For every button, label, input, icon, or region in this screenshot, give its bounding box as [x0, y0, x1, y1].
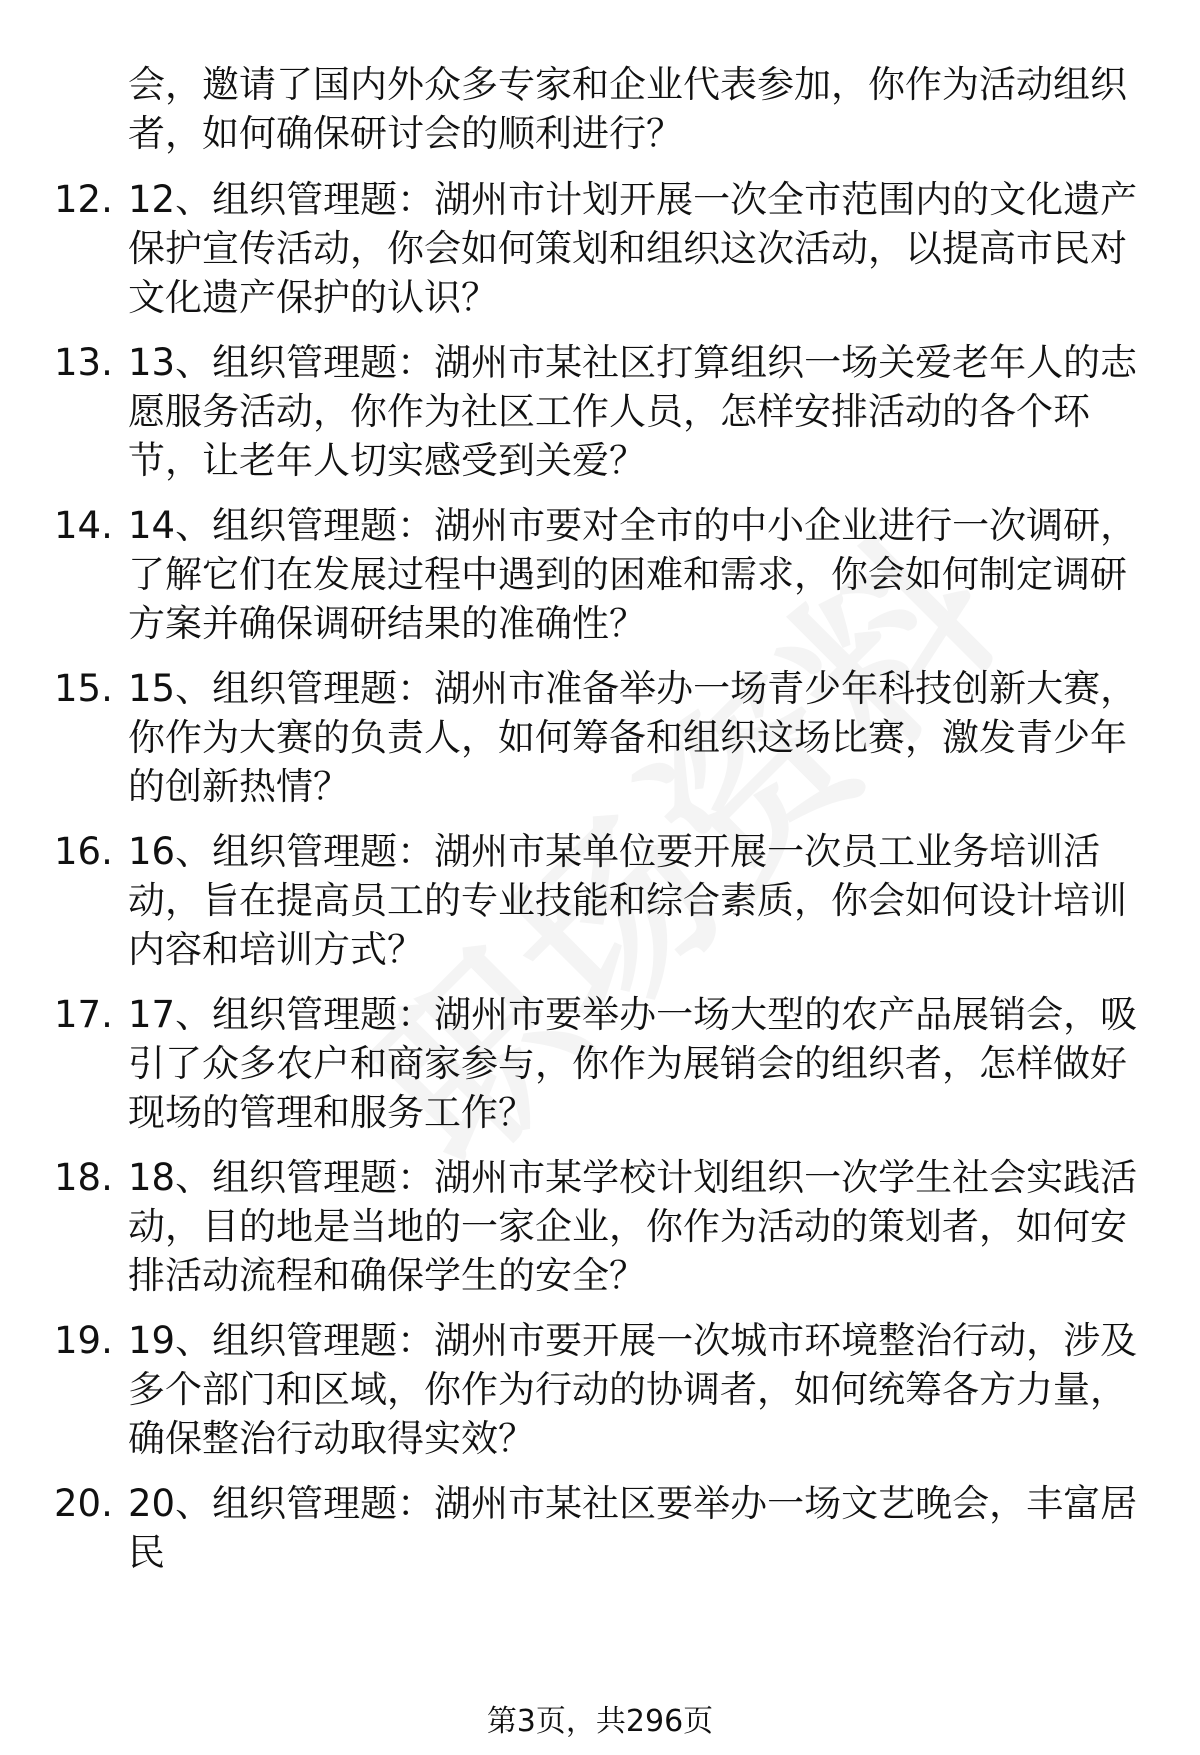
item-number: 18. [54, 1156, 113, 1199]
item-number: 15. [54, 667, 113, 710]
item-text: 18、组织管理题：湖州市某学校计划组织一次学生社会实践活动，目的地是当地的一家企业，你作为活动的策划者，如何安排活动流程和确保学生的安全？ [128, 1156, 1138, 1297]
item-number: 12. [54, 178, 113, 221]
continuation-text: 会，邀请了国内外众多专家和企业代表参加，你作为活动组织者，如何确保研讨会的顺利进行？ [128, 63, 1127, 155]
item-text: 20、组织管理题：湖州市某社区要举办一场文艺晚会，丰富居民 [128, 1482, 1138, 1574]
item-text: 15、组织管理题：湖州市准备举办一场青少年科技创新大赛，你作为大赛的负责人，如何筹备和组织这场比赛，激发青少年的创新热情？ [128, 667, 1138, 808]
item-text: 16、组织管理题：湖州市某单位要开展一次员工业务培训活动，旨在提高员工的专业技能和综合素质，你会如何设计培训内容和培训方式？ [128, 830, 1127, 971]
item-number: 20. [54, 1482, 113, 1525]
item-number: 13. [54, 341, 113, 384]
page-footer: 第3页，共296页 [486, 1704, 714, 1739]
item-text: 14、组织管理题：湖州市要对全市的中小企业进行一次调研，了解它们在发展过程中遇到的困难和需求，你会如何制定调研方案并确保调研结果的准确性？ [128, 504, 1138, 645]
item-text: 13、组织管理题：湖州市某社区打算组织一场关爱老年人的志愿服务活动，你作为社区工作人员，怎样安排活动的各个环节，让老年人切实感受到关爱？ [128, 341, 1138, 482]
item-number: 16. [54, 830, 113, 873]
item-number: 17. [54, 993, 113, 1036]
item-text: 17、组织管理题：湖州市要举办一场大型的农产品展销会，吸引了众多农户和商家参与，你作为展销会的组织者，怎样做好现场的管理和服务工作？ [128, 993, 1138, 1134]
item-number: 19. [54, 1319, 113, 1362]
item-text: 12、组织管理题：湖州市计划开展一次全市范围内的文化遗产保护宣传活动，你会如何策划和组织这次活动，以提高市民对文化遗产保护的认识？ [128, 178, 1138, 319]
item-text: 19、组织管理题：湖州市要开展一次城市环境整治行动，涉及多个部门和区域，你作为行动的协调者，如何统筹各方力量，确保整治行动取得实效？ [128, 1319, 1138, 1460]
item-number: 14. [54, 504, 113, 547]
